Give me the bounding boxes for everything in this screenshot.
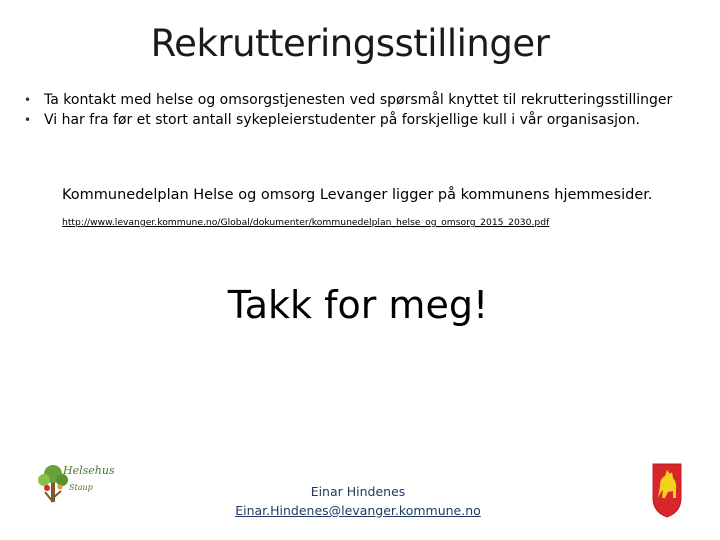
- logo-text: Helsehus: [63, 464, 115, 477]
- bullet-text: Ta kontakt med helse og omsorgstjenesten ved spørsmål knyttet til rekrutteringsstillinger: [44, 92, 673, 108]
- bullet-dot-icon: •: [24, 93, 32, 107]
- bullet-dot-icon: •: [24, 113, 32, 127]
- bullet-text: Vi har fra før et stort antall sykepleierstudenter på forskjellige kull i vår organisasjon.: [44, 112, 640, 128]
- contact-block: [220, 482, 496, 520]
- plan-text: Kommunedelplan Helse og omsorg Levanger ligger på kommunens hjemmesider.: [62, 187, 653, 203]
- bullet-list: [18, 90, 698, 130]
- coat-of-arms-icon: [652, 462, 682, 518]
- plan-link[interactable]: http://www.levanger.kommune.no/Global/dokumenter/kommunedelplan_helse_og_omsorg_2015_2030.pdf: [62, 217, 550, 228]
- helsehus-logo: [33, 458, 113, 506]
- contact-name: Einar Hindenes: [310, 484, 406, 499]
- logo-subtext: Staup: [69, 483, 93, 492]
- slide-title: Rekrutteringsstillinger: [150, 22, 550, 65]
- bullet-item: [18, 90, 698, 110]
- contact-email[interactable]: Einar.Hindenes@levanger.kommune.no: [235, 503, 481, 518]
- closing-text: Takk for meg!: [227, 283, 489, 327]
- bullet-item: [18, 110, 698, 130]
